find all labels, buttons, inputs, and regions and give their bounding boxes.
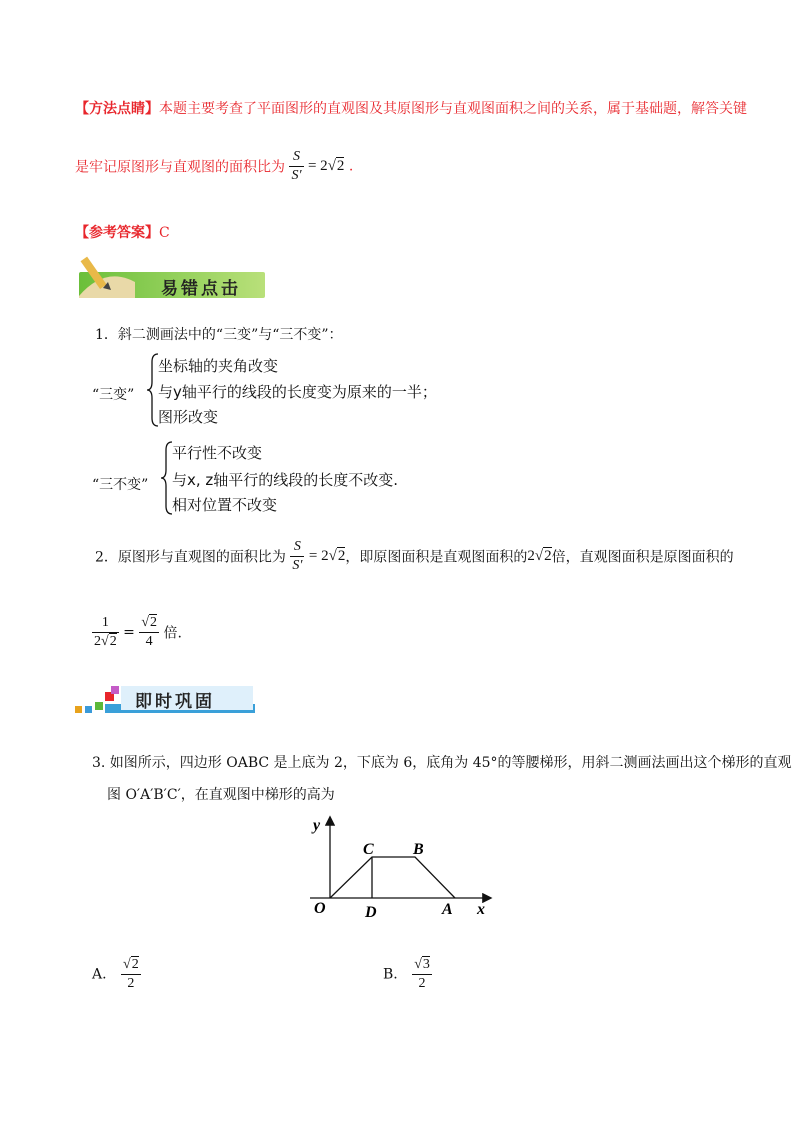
- banner-error-title: 易错点击: [161, 279, 241, 299]
- area-ratio-value: = 2√2: [308, 548, 346, 564]
- option-a-fraction: $\frac{√2}{2}$: [123, 957, 139, 991]
- item1-heading: 1．斜二测画法中的“三变”与“三不变”：: [95, 327, 343, 343]
- list-item: 图形改变: [158, 408, 219, 426]
- list-item: 坐标轴的夹角改变: [158, 357, 279, 375]
- method-note-line2: 是牢记原图形与直观图的面积比为 $\frac{S}{S'}$ = 2√2 .: [75, 149, 354, 183]
- item3-line2: 图 O′A′B′C′，在直观图中梯形的高为: [107, 787, 335, 803]
- option-label: B.: [383, 966, 398, 983]
- trapezoid-edges: [330, 857, 455, 898]
- option-b[interactable]: [383, 956, 432, 993]
- change-label: “三变”: [92, 387, 135, 403]
- list-item: 与y轴平行的线段的长度变为原来的一半；: [158, 383, 437, 401]
- trapezoid-figure: [305, 810, 505, 922]
- item2-line2: $\frac{1}{2√2}$ = $\frac{√2}{4}$ 倍.: [94, 615, 182, 649]
- area-ratio-fraction: $\frac{S}{S'}$: [292, 539, 303, 573]
- option-a[interactable]: [92, 956, 141, 993]
- label-y: y: [313, 817, 321, 834]
- method-note-line1: [75, 98, 747, 118]
- option-b-fraction: $\frac{√3}{2}$: [414, 957, 430, 991]
- label-B: B: [413, 841, 424, 858]
- fraction-one-over: $\frac{1}{2√2}$: [94, 615, 117, 649]
- list-item: 平行性不改变: [172, 444, 263, 462]
- label-D: D: [365, 904, 377, 921]
- area-ratio-value: = 2√2: [307, 158, 345, 174]
- method-note-text: 本题主要考查了平面图形的直观图及其原图形与直观图面积之间的关系，属于基础题，解答关键: [159, 101, 747, 117]
- item3-line1: 3. 如图所示，四边形 OABC 是上底为 2，下底为 6，底角为 45°的等腰梯形，用斜二测画法画出这个梯形的直观: [92, 755, 792, 771]
- answer-tag: 【参考答案】: [75, 225, 159, 241]
- nochange-label: “三不变”: [92, 477, 149, 493]
- label-O: O: [314, 900, 326, 917]
- label-C: C: [363, 841, 374, 858]
- times-value: 2√2: [527, 548, 552, 564]
- answer-line: [75, 222, 170, 242]
- list-item: 与x, z轴平行的线段的长度不改变.: [172, 471, 399, 489]
- banner-practice: [75, 680, 257, 716]
- label-x: x: [477, 901, 485, 918]
- option-label: A.: [92, 966, 107, 983]
- method-note-tag: 【方法点睛】: [75, 101, 159, 117]
- label-A: A: [442, 901, 453, 918]
- item2-line1: 2．原图形与直观图的面积比为 $\frac{S}{S'}$ = 2√2，即原图面积是直观图面积的2√2倍，直观图面积是原图面积的: [95, 539, 734, 573]
- banner-practice-title: 即时巩固: [135, 692, 215, 712]
- list-item: 相对位置不改变: [172, 496, 278, 514]
- answer-value: C: [159, 225, 170, 241]
- area-ratio-fraction: $\frac{S}{S'}$: [291, 149, 302, 183]
- banner-error-points: [75, 252, 267, 300]
- method-note-text2: 是牢记原图形与直观图的面积比为: [75, 159, 285, 176]
- fraction-root2-over-4: $\frac{√2}{4}$: [141, 615, 158, 649]
